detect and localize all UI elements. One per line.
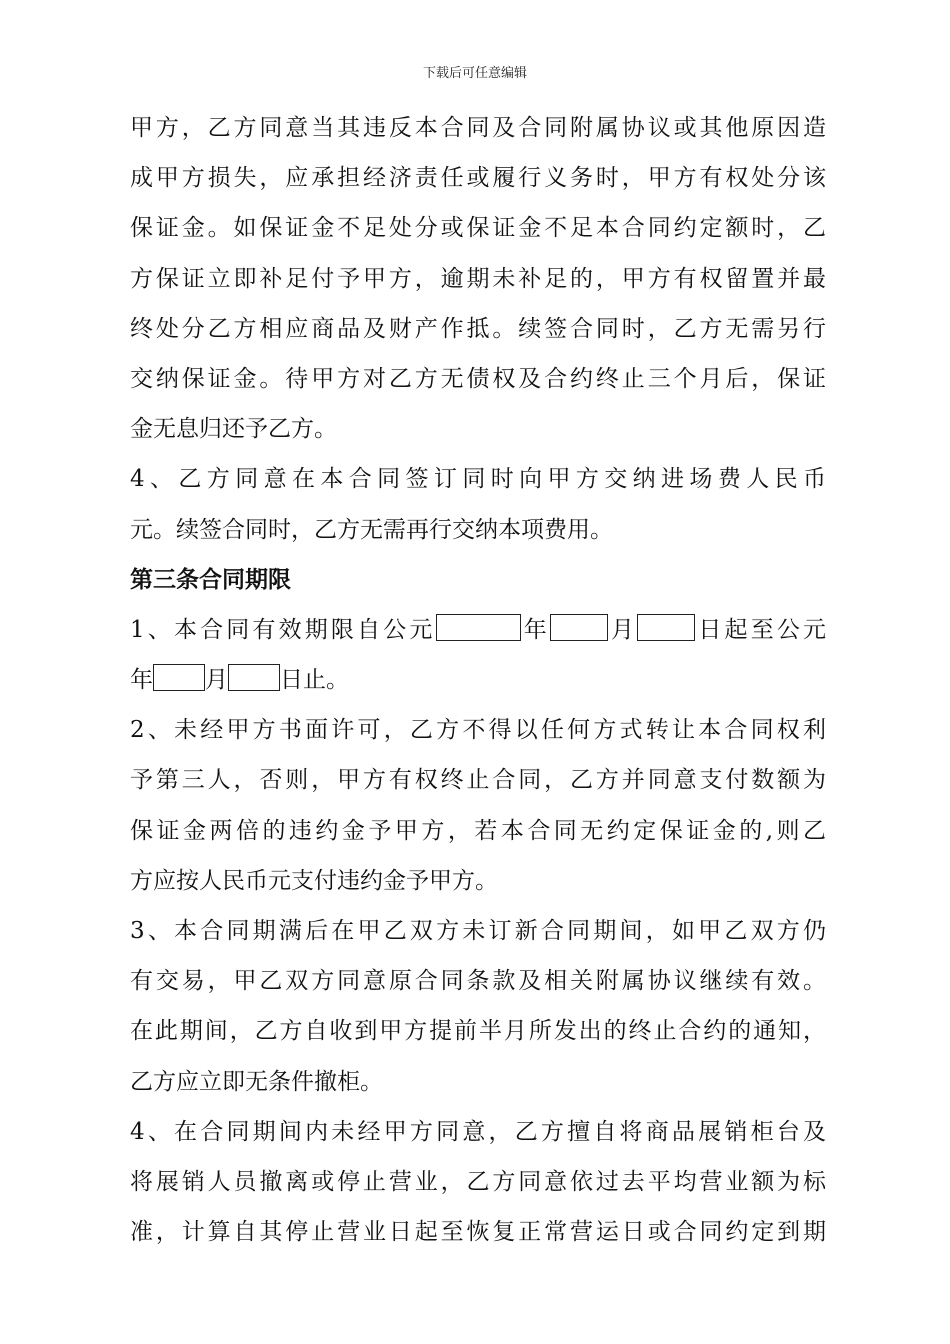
term-text: 日起至公元: [695, 616, 826, 643]
paragraph-line: 4、在合同期间内未经甲方同意，乙方擅自将商品展销柜台及: [130, 1118, 826, 1145]
term-text: 年: [130, 667, 153, 694]
start-year-blank[interactable]: [436, 614, 521, 641]
paragraph-line: 将展销人员撤离或停止营业，乙方同意依过去平均营业额为标: [130, 1168, 826, 1195]
section-heading: 第三条合同期限: [130, 565, 291, 593]
paragraph-line: 3、本合同期满后在甲乙双方未订新合同期间，如甲乙双方仍: [130, 918, 826, 944]
start-day-blank[interactable]: [637, 614, 695, 641]
paragraph-line: 方保证立即补足付予甲方，逾期未补足的，甲方有权留置并最: [130, 265, 826, 292]
paragraph-line: 保证金。如保证金不足处分或保证金不足本合同约定额时，乙: [130, 215, 826, 242]
paragraph-line: 元。续签合同时，乙方无需再行交纳本项费用。: [130, 516, 613, 543]
paragraph-line: 有交易，甲乙双方同意原合同条款及相关附属协议继续有效。: [130, 968, 826, 995]
paragraph-line: 乙方应立即无条件撤柜。: [130, 1068, 383, 1095]
start-month-blank[interactable]: [550, 614, 608, 641]
page-header-note: 下载后可任意编辑: [422, 66, 527, 81]
paragraph-line: 金无息归还予乙方。: [130, 416, 337, 443]
paragraph-line: 甲方，乙方同意当其违反本合同及合同附属协议或其他原因造: [130, 115, 826, 141]
term-text: 月: [607, 616, 638, 643]
paragraph-line: 2、未经甲方书面许可，乙方不得以任何方式转让本合同权利: [130, 717, 826, 744]
end-month-blank[interactable]: [153, 664, 205, 691]
term-text: 1、本合同有效期限自公元: [130, 616, 436, 643]
paragraph-line: 在此期间，乙方自收到甲方提前半月所发出的终止合约的通知，: [130, 1018, 826, 1045]
paragraph-line: 交纳保证金。待甲方对乙方无债权及合约终止三个月后，保证: [130, 365, 826, 392]
paragraph-line: 成甲方损失，应承担经济责任或履行义务时，甲方有权处分该: [130, 165, 826, 192]
contract-term-line: [130, 655, 826, 705]
term-text: 月: [205, 667, 228, 694]
paragraph-line: 终处分乙方相应商品及财产作抵。续签合同时，乙方无需另行: [130, 315, 826, 342]
paragraph-line: 保证金两倍的违约金予甲方，若本合同无约定保证金的,则乙: [130, 817, 826, 844]
contract-term-line: [130, 605, 826, 655]
paragraph-line: 予第三人，否则，甲方有权终止合同，乙方并同意支付数额为: [130, 767, 826, 794]
document-body: [130, 103, 826, 1257]
term-text: 年: [520, 616, 550, 643]
paragraph-line: 4、乙方同意在本合同签订同时向甲方交纳进场费人民币: [130, 466, 826, 493]
term-text: 日止。: [280, 667, 349, 694]
paragraph-line: 方应按人民币元支付违约金予甲方。: [130, 867, 498, 894]
paragraph-line: 准，计算自其停止营业日起至恢复正常营运日或合同约定到期: [130, 1219, 826, 1246]
end-day-blank[interactable]: [228, 664, 280, 691]
